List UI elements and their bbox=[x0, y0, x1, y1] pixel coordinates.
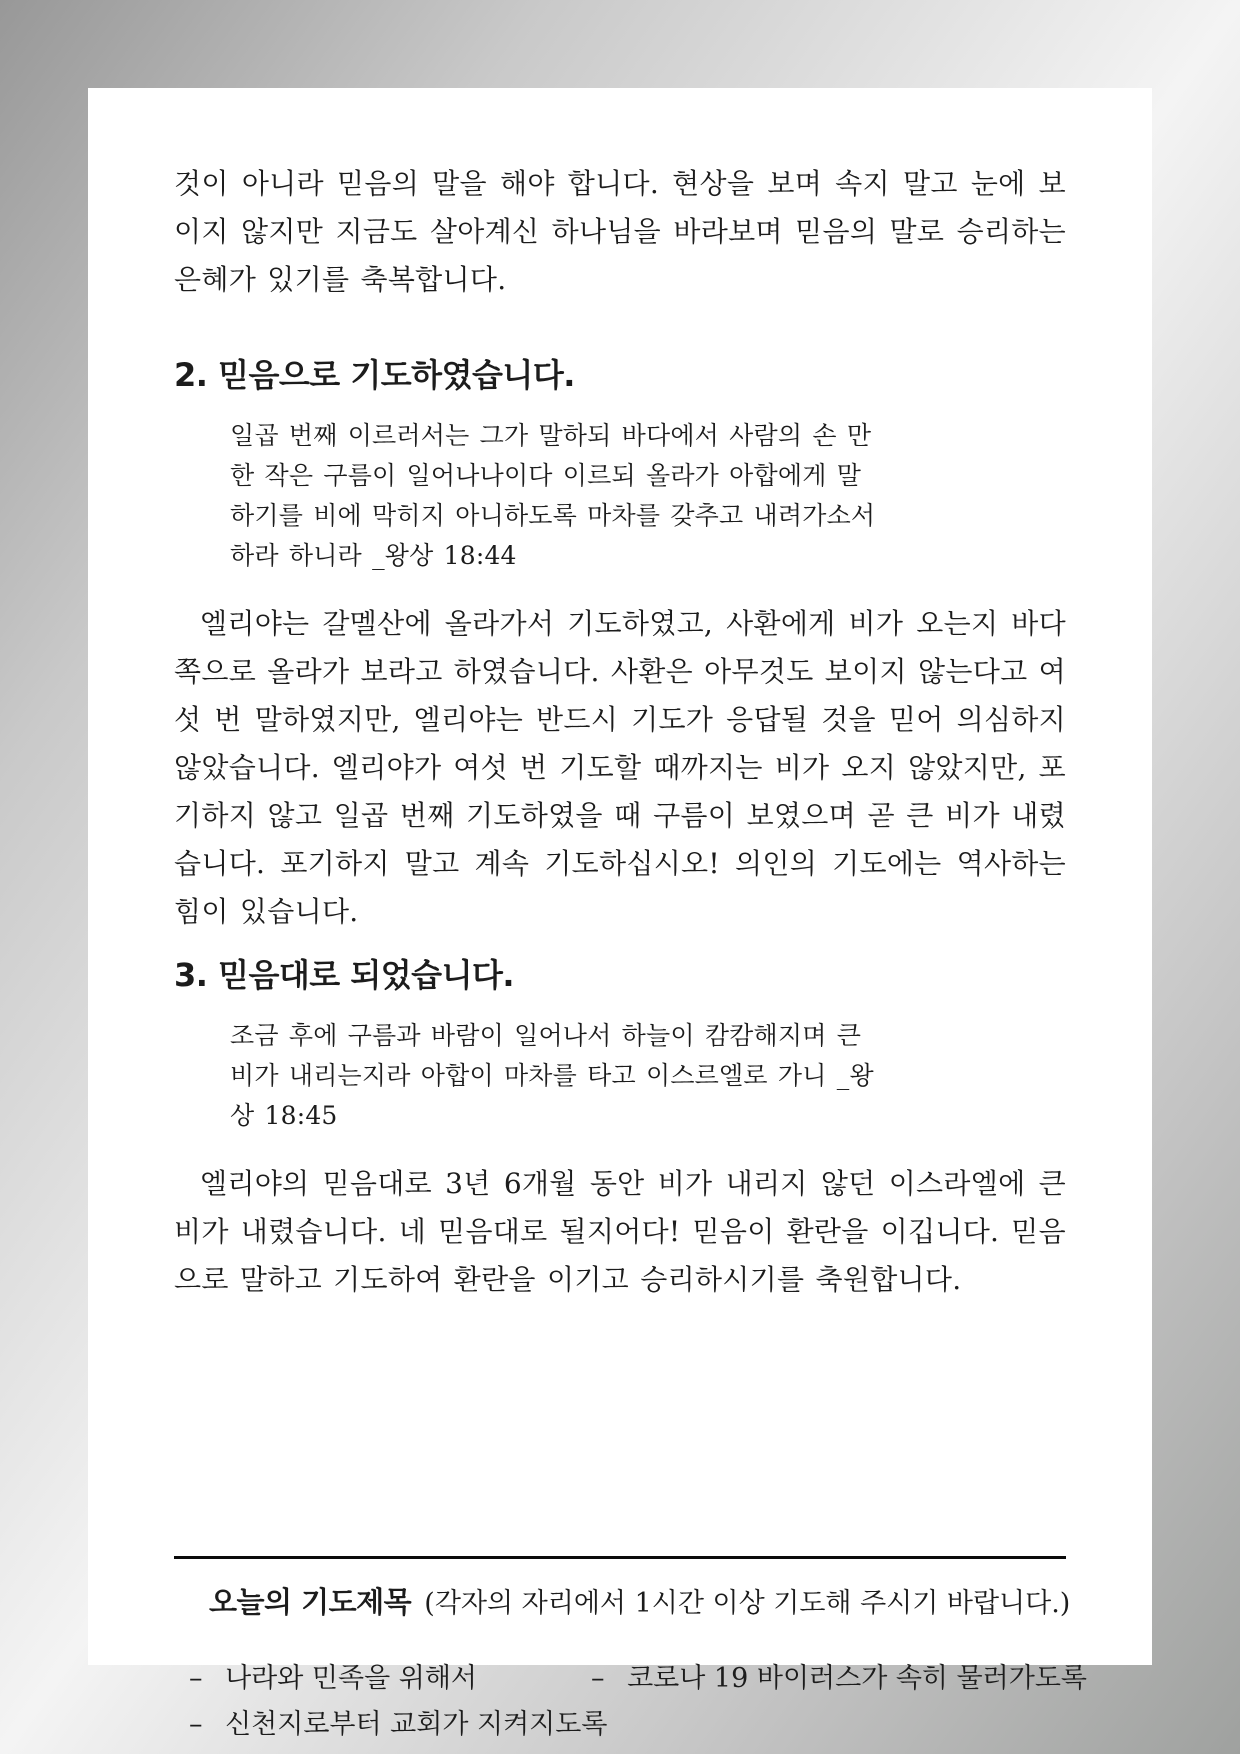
prayer-item bbox=[189, 1706, 608, 1744]
verse-reference: _왕상 18:44 bbox=[372, 541, 517, 570]
divider-line bbox=[174, 1556, 1066, 1559]
dash-bullet: – bbox=[189, 1663, 203, 1694]
prayer-topics-list bbox=[189, 1660, 1088, 1744]
prayer-item-label: 나라와 민족을 위해서 bbox=[225, 1663, 477, 1694]
section-3-heading: 3. 믿음대로 되었습니다. bbox=[174, 956, 515, 994]
section-2-body-paragraph: 엘리야는 갈멜산에 올라가서 기도하였고, 사환에게 비가 오는지 바다 쪽으로 올라가 보라고 하였습니다. 사환은 아무것도 보이지 않는다고 여섯 번 말하였지만, 엘리야는 반드시 기도가 응답될 것을 믿어 의심하지 않았습니다. 엘리야가 여섯 번 기도할 때까지는 비가 오지 않았지만, 포기하지 않고 일곱 번째 기도하였을 때 구름이 보였으며 곧 큰 비가 내렸습니다. 포기하지 말고 계속 기도하십시오! 의인의 기도에는 역사하는 힘이 있습니다. bbox=[174, 607, 1066, 928]
prayer-item-label: 코로나 19 바이러스가 속히 물러가도록 bbox=[627, 1663, 1088, 1694]
verse-reference: _왕상 18:45 bbox=[230, 1061, 874, 1130]
prayer-topics-header bbox=[209, 1581, 1071, 1628]
prayer-item-label: 신천지로부터 교회가 지켜지도록 bbox=[225, 1709, 608, 1740]
section-3-body-paragraph: 엘리야의 믿음대로 3년 6개월 동안 비가 내리지 않던 이스라엘에 큰비가 내렸습니다. 네 믿음대로 될지어다! 믿음이 환란을 이깁니다. 믿음으로 말하고 기도하여 환란을 이기고 승리하시기를 축원합니다. bbox=[174, 1167, 1066, 1296]
dash-bullet: – bbox=[591, 1663, 605, 1694]
prayer-topics-note: (각자의 자리에서 1시간 이상 기도해 주시기 바랍니다.) bbox=[424, 1588, 1071, 1619]
verse-text: 일곱 번째 이르러서는 그가 말하되 바다에서 사람의 손 만한 작은 구름이 일어나나이다 이르되 올라가 아합에게 말하기를 비에 막히지 아니하도록 마차를 갖추고 내려가소서 하라 하니라 bbox=[230, 421, 876, 570]
section-2-verse-quote bbox=[230, 416, 882, 576]
verse-text: 조금 후에 구름과 바람이 일어나서 하늘이 캄캄해지며 큰 비가 내리는지라 아합이 마차를 타고 이스르엘로 가니 bbox=[230, 1021, 862, 1090]
continuation-paragraph: 것이 아니라 믿음의 말을 해야 합니다. 현상을 보며 속지 말고 눈에 보이지 않지만 지금도 살아계신 하나님을 바라보며 믿음의 말로 승리하는 은혜가 있기를 축복합니다. bbox=[174, 167, 1066, 296]
document-page bbox=[88, 88, 1152, 1740]
section-2-heading: 2. 믿음으로 기도하였습니다. bbox=[174, 356, 575, 394]
prayer-item bbox=[591, 1660, 1087, 1698]
prayer-item bbox=[189, 1660, 591, 1698]
section-3-verse-quote bbox=[230, 1016, 882, 1136]
prayer-topics-title: 오늘의 기도제목 bbox=[209, 1585, 412, 1619]
dash-bullet: – bbox=[189, 1709, 203, 1740]
